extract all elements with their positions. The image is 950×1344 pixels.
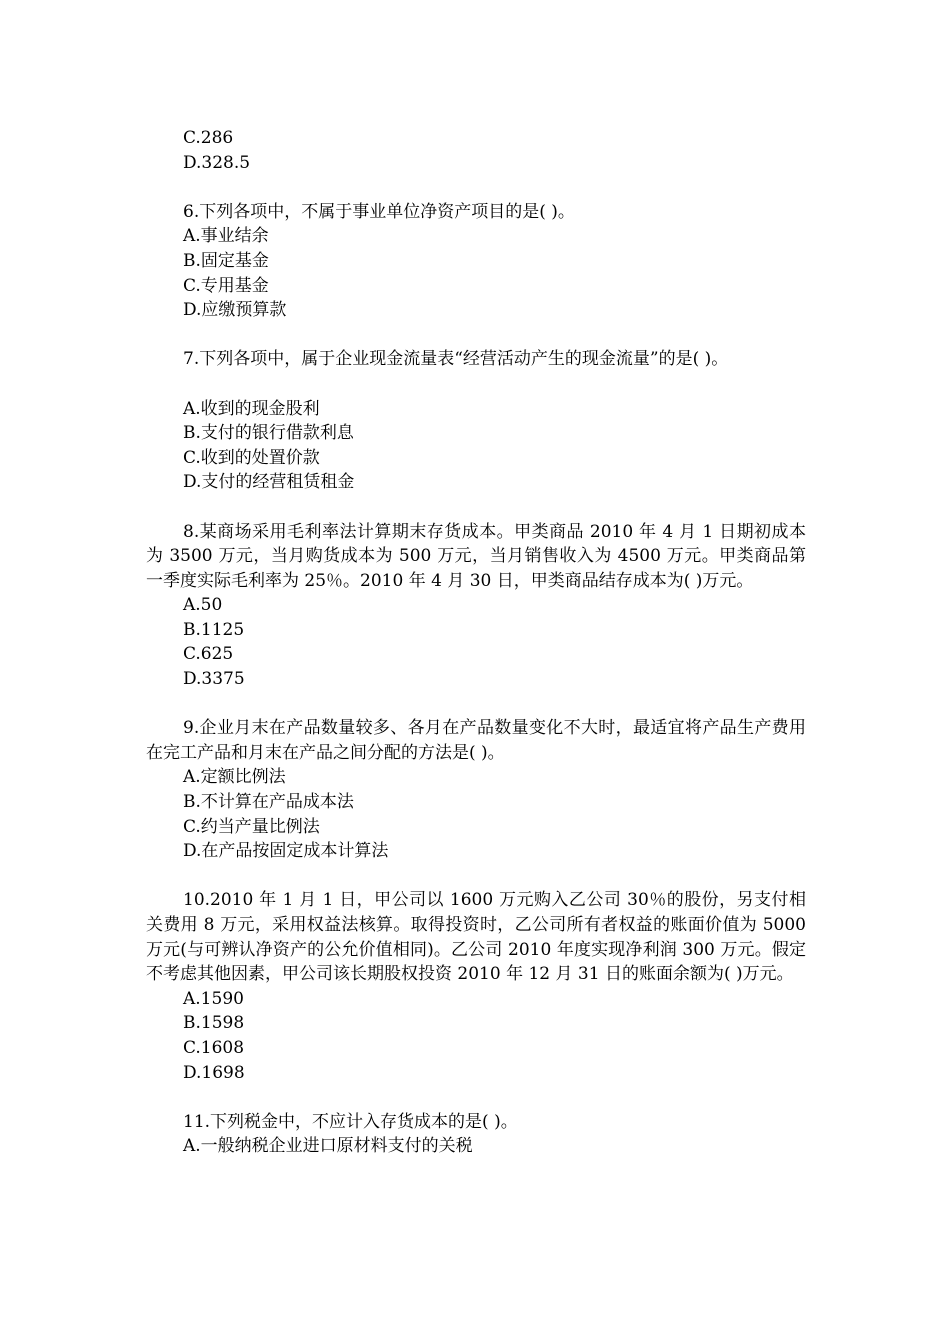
question-stem: 6.下列各项中，不属于事业单位净资产项目的是( )。	[183, 201, 575, 222]
option-b: B.不计算在产品成本法	[183, 792, 354, 813]
option-c: C.专用基金	[183, 275, 269, 296]
question-10	[146, 888, 806, 1085]
document-page	[146, 126, 806, 1159]
option-b: B.支付的银行借款利息	[183, 423, 354, 444]
question-stem: 9.企业月末在产品数量较多、各月在产品数量变化不大时，最适宜将产品生产费用在完工产品和月末在产品之间分配的方法是( )。	[146, 718, 806, 763]
option-d: D.应缴预算款	[183, 300, 287, 321]
option-a: A.定额比例法	[183, 767, 286, 788]
option-d: D.支付的经营租赁租金	[183, 472, 355, 493]
question-11	[146, 1110, 806, 1159]
question-stem: 11.下列税金中，不应计入存货成本的是( )。	[183, 1111, 518, 1132]
question-5	[146, 126, 806, 175]
option-c: C.286	[183, 128, 234, 148]
option-c: C.约当产量比例法	[183, 816, 320, 837]
question-stem: 8.某商场采用毛利率法计算期末存货成本。甲类商品 2010 年 4 月 1 日期初成本为 3500 万元，当月购货成本为 500 万元，当月销售收入为 4500 万元。甲类商品第一季度实际毛利率为 25％。2010 年 4 月 30 日，甲类商品结存成本为( )万元。	[146, 521, 806, 591]
question-9	[146, 716, 806, 864]
option-d: D.1698	[183, 1062, 245, 1083]
question-stem: 10.2010 年 1 月 1 日，甲公司以 1600 万元购入乙公司 30％的股份，另支付相关费用 8 万元，采用权益法核算。取得投资时，乙公司所有者权益的账面价值为 5000 万元(与可辨认净资产的公允价值相同)。乙公司 2010 年度实现净利润 300 万元。假定不考虑其他因素，甲公司该长期股权投资 2010 年 12 月 31 日的账面余额为( )万元。	[146, 890, 806, 985]
option-c: C.收到的处置价款	[183, 447, 320, 468]
option-b: B.固定基金	[183, 250, 269, 271]
option-b: B.1598	[183, 1013, 245, 1034]
option-b: B.1125	[183, 619, 245, 640]
option-a: A.1590	[183, 988, 244, 1009]
question-stem: 7.下列各项中，属于企业现金流量表“经营活动产生的现金流量”的是( )。	[183, 349, 729, 370]
question-7	[146, 347, 806, 495]
option-d: D.3375	[183, 669, 245, 690]
option-a: A.事业结余	[183, 226, 269, 247]
option-d: D.在产品按固定成本计算法	[183, 841, 389, 862]
question-8	[146, 520, 806, 692]
option-c: C.625	[183, 644, 234, 665]
option-a: A.收到的现金股利	[183, 398, 320, 419]
option-d: D.328.5	[183, 152, 251, 173]
option-a: A.50	[183, 595, 223, 616]
question-6	[146, 200, 806, 323]
option-a: A.一般纳税企业进口原材料支付的关税	[183, 1136, 473, 1157]
option-c: C.1608	[183, 1037, 245, 1058]
